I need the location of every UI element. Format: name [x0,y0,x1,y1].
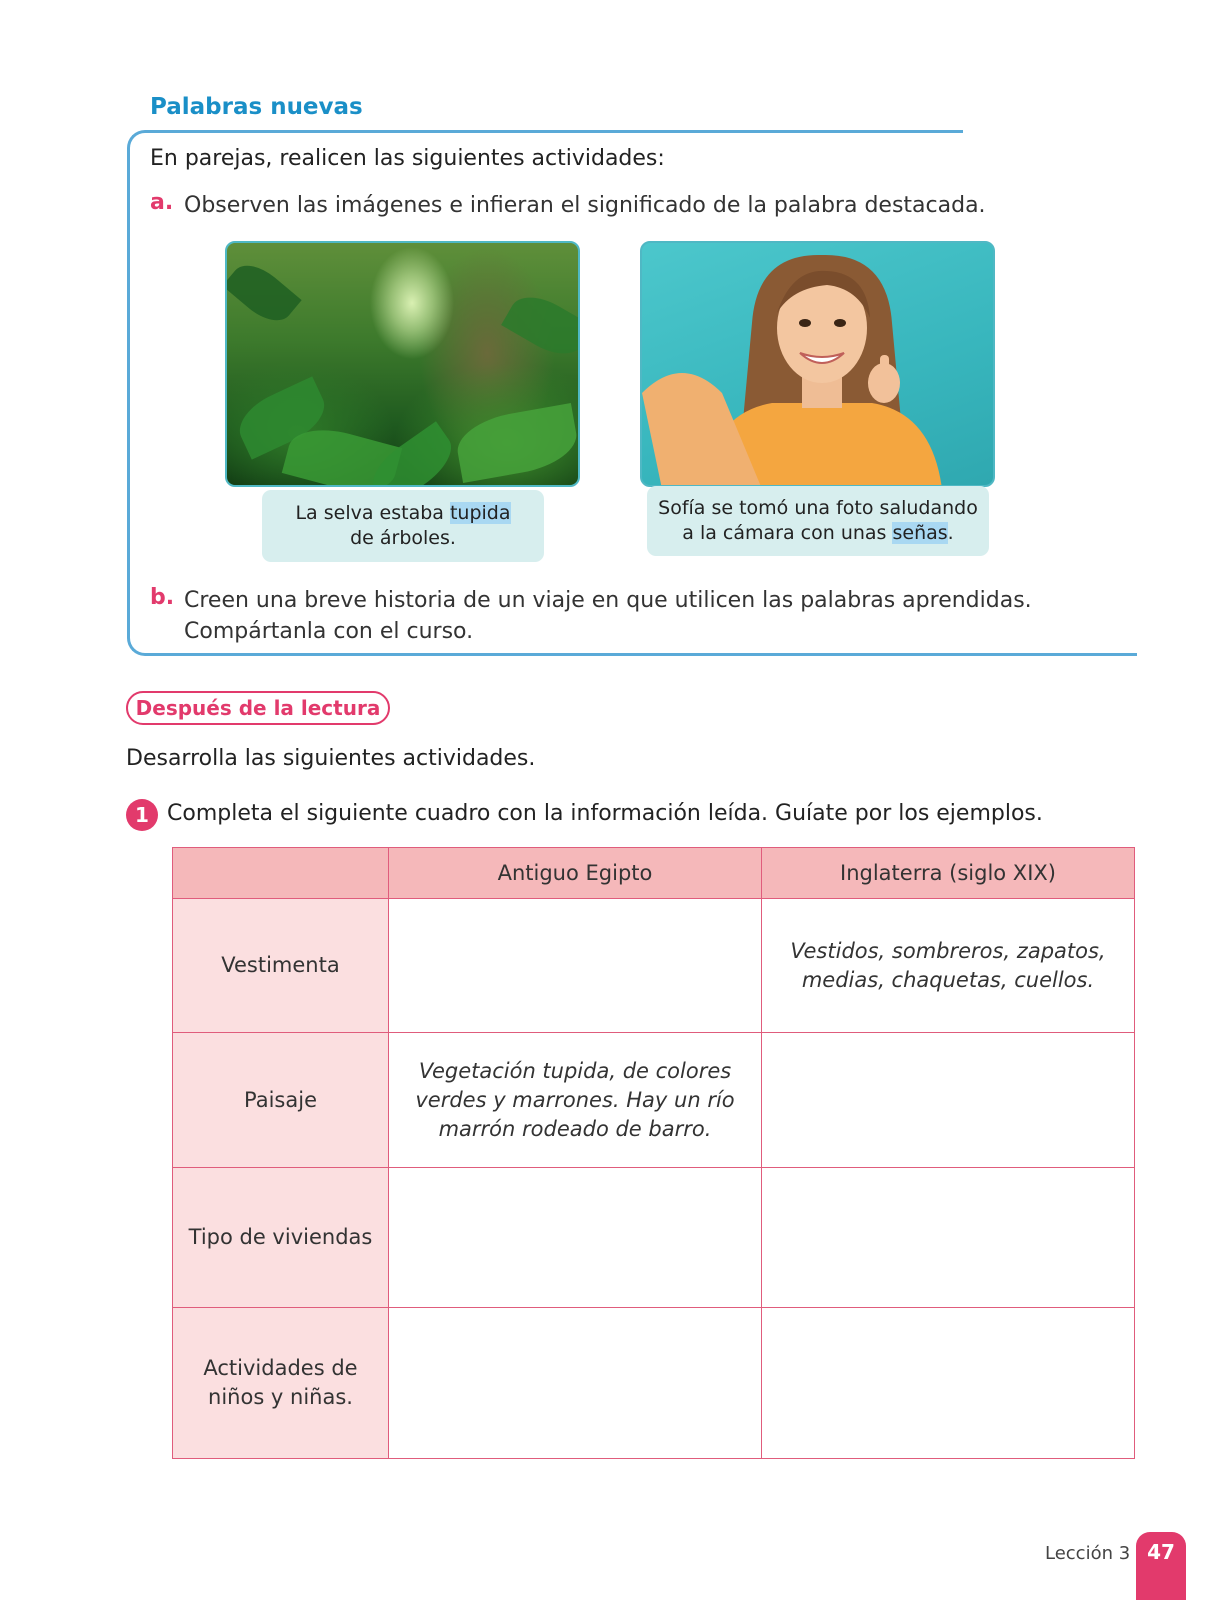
table-header-antiguo-egipto: Antiguo Egipto [389,848,762,899]
table-header-inglaterra: Inglaterra (siglo XIX) [762,848,1135,899]
item-text-a: Observen las imágenes e infieran el significado de la palabra destacada. [184,193,986,218]
activity-item-a [150,190,986,218]
activity-1-instruction: Completa el siguiente cuadro con la información leída. Guíate por los ejemplos. [167,801,1043,826]
leaf-shape [453,403,580,483]
table-cell-answer[interactable] [389,1167,762,1308]
table-cell-answer[interactable]: Vestidos, sombreros, zapatos, medias, chaquetas, cuellos. [762,899,1135,1033]
row-label-actividades: Actividades de niños y niñas. [173,1308,389,1459]
row-label-vestimenta: Vestimenta [173,899,389,1033]
table-header-empty [173,848,389,899]
table-header-row [173,848,1135,899]
table-row [173,899,1135,1033]
row-label-tipo-de-viviendas: Tipo de viviendas [173,1167,389,1308]
palabras-nuevas-intro: En parejas, realicen las siguientes actividades: [150,146,665,171]
caption-selfie [647,486,989,556]
item-text-b: Creen una breve historia de un viaje en que utilicen las palabras aprendidas. Compártanla con el curso. [184,588,1032,644]
caption-text: La selva estaba [295,502,450,524]
caption-jungle [262,490,544,562]
table-cell-answer[interactable] [762,1033,1135,1167]
highlighted-word-senas: señas [892,522,948,544]
item-letter-b: b. [150,585,175,610]
despues-intro: Desarrolla las siguientes actividades. [126,746,536,771]
leaf-shape [501,286,580,365]
selfie-girl-photo [640,241,995,487]
jungle-photo [225,241,580,487]
table-cell-answer[interactable] [389,1308,762,1459]
activity-number-badge: 1 [126,799,158,831]
caption-text: Sofía se tomó una foto saludando [658,497,978,519]
table-row [173,1308,1135,1459]
girl-illustration [642,243,995,487]
section-label-despues-de-la-lectura: Después de la lectura [126,691,390,725]
table-row [173,1167,1135,1308]
frame-gap [963,127,1143,135]
item-letter-a: a. [150,190,174,215]
comparison-table [172,847,1135,1459]
footer-lesson-label: Lección 3 [1045,1543,1131,1564]
table-cell-answer[interactable] [762,1308,1135,1459]
activity-item-b [150,585,1032,644]
table-cell-answer[interactable] [389,899,762,1033]
table-cell-answer[interactable] [762,1167,1135,1308]
table-row [173,1033,1135,1167]
caption-text: a la cámara con unas [682,522,893,544]
caption-text: de árboles. [350,527,456,549]
section-title-palabras-nuevas: Palabras nuevas [150,94,363,120]
highlighted-word-tupida: tupida [449,502,511,524]
table-cell-answer[interactable]: Vegetación tupida, de colores verdes y marrones. Hay un río marrón rodeado de barro. [389,1033,762,1167]
leaf-shape [225,255,302,331]
page-number: 47 [1136,1532,1186,1600]
row-label-paisaje: Paisaje [173,1033,389,1167]
caption-text: . [947,522,954,544]
